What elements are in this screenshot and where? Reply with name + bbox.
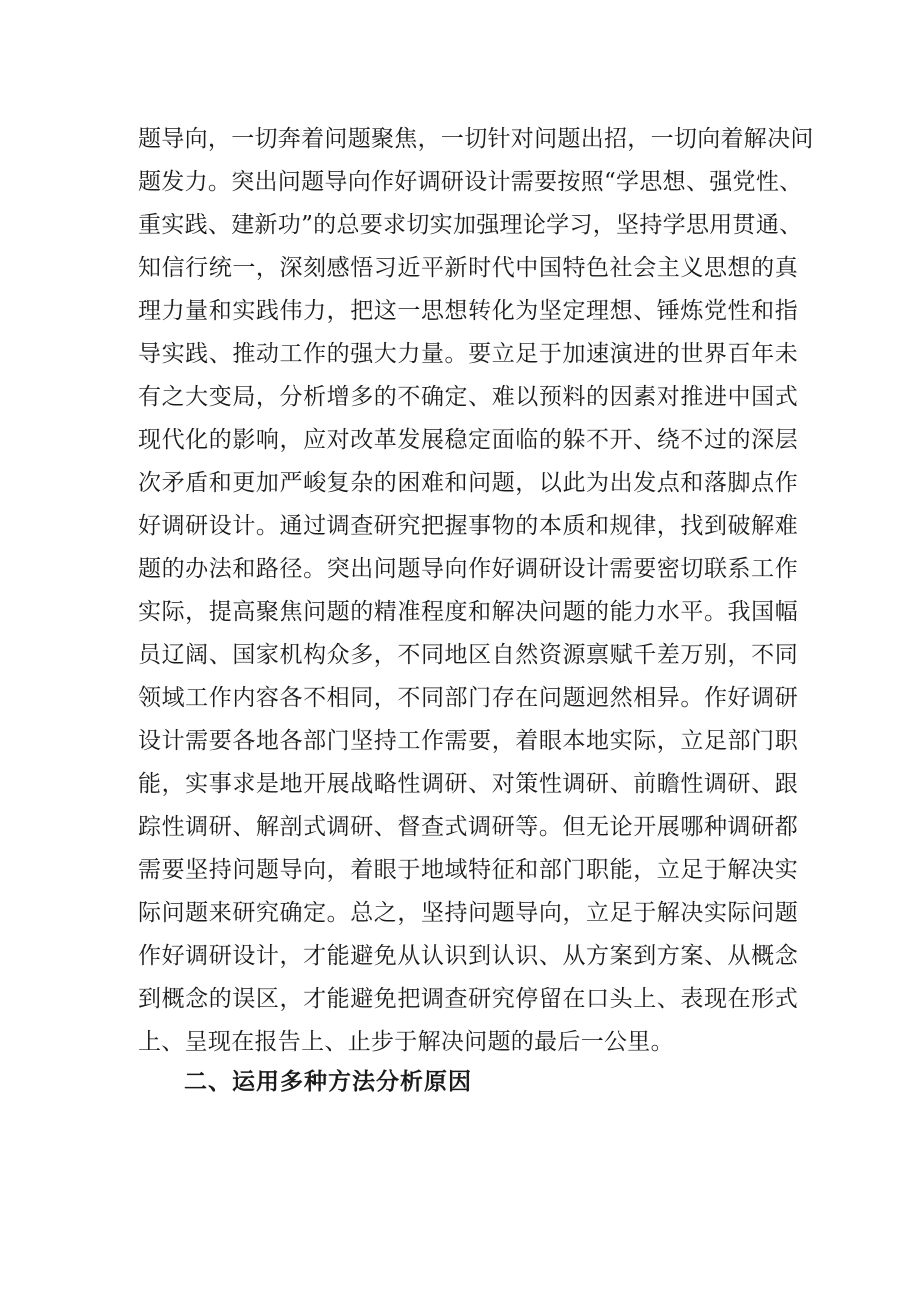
- paragraph-line: 题的办法和路径。突出问题导向作好调研设计需要密切联系工作: [138, 556, 798, 582]
- paragraph-line: 实际，提高聚焦问题的精准程度和解决问题的能力水平。我国幅: [138, 599, 798, 625]
- section-heading: 二、运用多种方法分析原因: [184, 1069, 472, 1095]
- paragraph-line: 次矛盾和更加严峻复杂的困难和问题，以此为出发点和落脚点作: [138, 470, 798, 496]
- paragraph-line: 知信行统一，深刻感悟习近平新时代中国特色社会主义思想的真: [138, 255, 798, 281]
- paragraph-line: 能，实事求是地开展战略性调研、对策性调研、前瞻性调研、跟: [138, 771, 798, 797]
- paragraph-line: 导实践、推动工作的强大力量。要立足于加速演进的世界百年未: [138, 341, 798, 367]
- paragraph-line: 有之大变局，分析增多的不确定、难以预料的因素对推进中国式: [138, 384, 798, 410]
- paragraph-line: 题发力。突出问题导向作好调研设计需要按照“学思想、强党性、: [138, 169, 803, 195]
- paragraph-line: 踪性调研、解剖式调研、督查式调研等。但无论开展哪种调研都: [138, 814, 798, 840]
- paragraph-line: 好调研设计。通过调查研究把握事物的本质和规律，找到破解难: [138, 513, 798, 539]
- paragraph-line: 领域工作内容各不相同，不同部门存在问题迥然相异。作好调研: [138, 685, 798, 711]
- paragraph-line: 际问题来研究确定。总之，坚持问题导向，立足于解决实际问题: [138, 900, 798, 926]
- paragraph-line-last: 上、呈现在报告上、止步于解决问题的最后一公里。: [138, 1029, 674, 1055]
- paragraph-line: 作好调研设计，才能避免从认识到认识、从方案到方案、从概念: [138, 943, 798, 969]
- paragraph-line: 员辽阔、国家机构众多，不同地区自然资源禀赋千差万别，不同: [138, 642, 798, 668]
- paragraph-line: 到概念的误区，才能避免把调查研究停留在口头上、表现在形式: [138, 986, 798, 1012]
- paragraph-line: 重实践、建新功”的总要求切实加强理论学习，坚持学思用贯通、: [138, 212, 803, 238]
- body-paragraph: [138, 118, 814, 1064]
- paragraph-line: 设计需要各地各部门坚持工作需要，着眼本地实际，立足部门职: [138, 728, 798, 754]
- paragraph-line: 题导向，一切奔着问题聚焦，一切针对问题出招，一切向着解决问: [138, 126, 814, 152]
- paragraph-line: 理力量和实践伟力，把这一思想转化为坚定理想、锤炼党性和指: [138, 298, 798, 324]
- paragraph-line: 需要坚持问题导向，着眼于地域特征和部门职能，立足于解决实: [138, 857, 798, 883]
- paragraph-line: 现代化的影响，应对改革发展稳定面临的躲不开、绕不过的深层: [138, 427, 798, 453]
